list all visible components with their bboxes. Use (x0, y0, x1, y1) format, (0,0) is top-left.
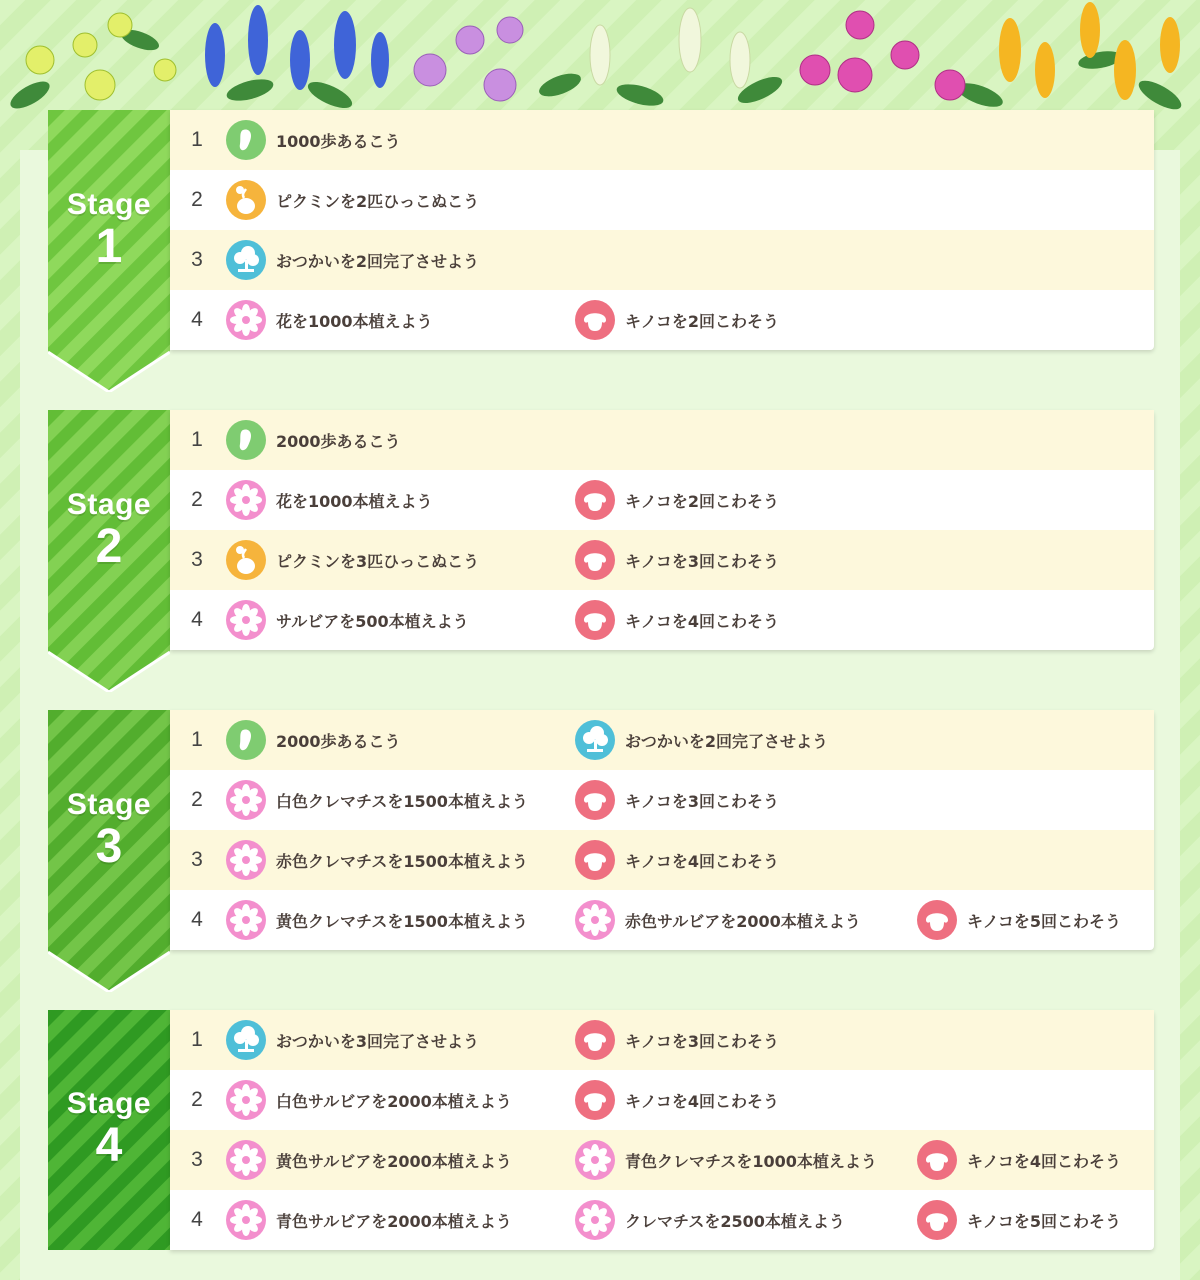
stage-number: 1 (95, 220, 123, 273)
mission-item (226, 120, 401, 160)
mission-text: おつかいを2回完了させよう (625, 731, 828, 751)
mission-row (170, 1010, 1154, 1070)
stage-label: Stage (66, 488, 152, 521)
mission-item (226, 540, 479, 580)
mission-text: ピクミンを3匹ひっこぬこう (276, 551, 480, 571)
mission-table (170, 410, 1154, 650)
stage-ribbon (48, 1010, 170, 1250)
mushroom-icon (917, 1200, 957, 1240)
flower-icon (226, 480, 266, 520)
mission-row (170, 710, 1154, 770)
mushroom-icon (575, 540, 615, 580)
stage-label: Stage (66, 1087, 152, 1120)
row-number: 4 (191, 908, 203, 931)
row-number: 4 (191, 1208, 203, 1231)
mission-item (226, 900, 528, 940)
row-number: 2 (191, 488, 203, 511)
mission-item (575, 540, 779, 580)
mission-item (575, 1020, 779, 1060)
row-number: 3 (191, 248, 203, 271)
mission-text: キノコを4回こわそう (625, 1091, 780, 1111)
row-number: 2 (191, 788, 203, 811)
row-number: 1 (191, 1028, 203, 1051)
flower-icon (575, 1200, 615, 1240)
row-number: 2 (191, 1088, 203, 1111)
mission-item (575, 1200, 845, 1240)
mission-text: 2000歩あるこう (276, 431, 401, 451)
mission-row (170, 470, 1154, 530)
mission-item (226, 840, 528, 880)
flower-icon (226, 900, 266, 940)
mission-text: 青色クレマチスを1000本植えよう (625, 1151, 877, 1171)
mission-text: 赤色クレマチスを1500本植えよう (276, 851, 528, 871)
mission-item (226, 240, 479, 280)
mission-item (226, 480, 433, 520)
mission-row (170, 530, 1154, 590)
row-number: 3 (191, 548, 203, 571)
mission-table (170, 110, 1154, 350)
flower-icon (575, 1140, 615, 1180)
mushroom-icon (575, 300, 615, 340)
mission-item (575, 840, 779, 880)
mission-item (226, 420, 401, 460)
mission-text: 赤色サルビアを2000本植えよう (625, 911, 861, 931)
mushroom-icon (575, 480, 615, 520)
mission-item (226, 1080, 512, 1120)
mission-item (226, 1020, 479, 1060)
mission-text: 白色クレマチスを1500本植えよう (276, 791, 528, 811)
mission-row (170, 110, 1154, 170)
mission-item (575, 900, 861, 940)
stage-label: Stage (66, 188, 152, 221)
flower-icon (226, 1140, 266, 1180)
flower-icon (226, 1080, 266, 1120)
mission-row (170, 230, 1154, 290)
flower-icon (226, 780, 266, 820)
stage-ribbon (48, 110, 170, 352)
mission-text: ピクミンを2匹ひっこぬこう (276, 191, 480, 211)
mission-item (226, 720, 401, 760)
walk-icon (226, 420, 266, 460)
mission-text: 花を1000本植えよう (276, 491, 433, 511)
mission-text: サルビアを500本植えよう (276, 611, 469, 631)
mission-text: キノコを2回こわそう (625, 491, 780, 511)
mission-text: 1000歩あるこう (276, 131, 401, 151)
mission-row (170, 1070, 1154, 1130)
mission-row (170, 1130, 1154, 1190)
mission-item (575, 780, 779, 820)
mushroom-icon (575, 780, 615, 820)
row-number: 4 (191, 308, 203, 331)
row-number: 1 (191, 128, 203, 151)
mission-text: 青色サルビアを2000本植えよう (276, 1211, 512, 1231)
mission-item (226, 300, 433, 340)
pikmin-icon (226, 540, 266, 580)
errand-icon (226, 240, 266, 280)
mission-row (170, 770, 1154, 830)
mission-item (917, 1140, 1121, 1180)
stage-label: Stage (66, 788, 152, 821)
mission-text: 黄色サルビアを2000本植えよう (276, 1151, 512, 1171)
pikmin-icon (226, 180, 266, 220)
walk-icon (226, 120, 266, 160)
mission-row (170, 170, 1154, 230)
flower-icon (226, 1200, 266, 1240)
mission-row (170, 410, 1154, 470)
mission-item (917, 1200, 1121, 1240)
mission-table (170, 710, 1154, 950)
walk-icon (226, 720, 266, 760)
mushroom-icon (917, 1140, 957, 1180)
mushroom-icon (917, 900, 957, 940)
mission-row (170, 590, 1154, 650)
mission-text: キノコを4回こわそう (625, 611, 780, 631)
stage-number: 3 (95, 820, 123, 873)
mission-row (170, 290, 1154, 350)
flower-icon (226, 600, 266, 640)
mushroom-icon (575, 600, 615, 640)
mission-item (917, 900, 1121, 940)
mission-item (575, 1080, 779, 1120)
mission-text: 黄色クレマチスを1500本植えよう (276, 911, 528, 931)
flower-icon (226, 840, 266, 880)
mission-text: キノコを5回こわそう (967, 1211, 1122, 1231)
errand-icon (575, 720, 615, 760)
mission-item (575, 480, 779, 520)
mushroom-icon (575, 1020, 615, 1060)
mission-item (226, 180, 479, 220)
row-number: 2 (191, 188, 203, 211)
stage-ribbon (48, 710, 170, 952)
row-number: 4 (191, 608, 203, 631)
row-number: 3 (191, 1148, 203, 1171)
mission-item (226, 600, 469, 640)
row-number: 3 (191, 848, 203, 871)
mission-item (226, 780, 528, 820)
mission-text: クレマチスを2500本植えよう (625, 1211, 845, 1231)
stage-ribbon (48, 410, 170, 652)
mission-item (226, 1200, 512, 1240)
mission-table (170, 1010, 1154, 1250)
mushroom-icon (575, 840, 615, 880)
stage-number: 4 (95, 1119, 123, 1172)
mission-text: キノコを4回こわそう (967, 1151, 1122, 1171)
mission-item (575, 720, 828, 760)
mission-text: キノコを2回こわそう (625, 311, 780, 331)
mission-text: キノコを3回こわそう (625, 1031, 780, 1051)
row-number: 1 (191, 428, 203, 451)
mission-text: おつかいを2回完了させよう (276, 251, 479, 271)
row-number: 1 (191, 728, 203, 751)
mushroom-icon (575, 1080, 615, 1120)
mission-row (170, 830, 1154, 890)
stage-number: 2 (95, 520, 123, 573)
mission-text: キノコを4回こわそう (625, 851, 780, 871)
errand-icon (226, 1020, 266, 1060)
mission-text: 2000歩あるこう (276, 731, 401, 751)
mission-text: おつかいを3回完了させよう (276, 1031, 479, 1051)
mission-row (170, 1190, 1154, 1250)
mission-text: 花を1000本植えよう (276, 311, 433, 331)
mission-row (170, 890, 1154, 950)
mission-item (575, 300, 779, 340)
mission-text: キノコを3回こわそう (625, 551, 780, 571)
mission-item (226, 1140, 512, 1180)
mission-item (575, 600, 779, 640)
flower-icon (226, 300, 266, 340)
mission-item (575, 1140, 877, 1180)
mission-text: キノコを3回こわそう (625, 791, 780, 811)
mission-text: キノコを5回こわそう (967, 911, 1122, 931)
mission-text: 白色サルビアを2000本植えよう (276, 1091, 512, 1111)
flower-icon (575, 900, 615, 940)
